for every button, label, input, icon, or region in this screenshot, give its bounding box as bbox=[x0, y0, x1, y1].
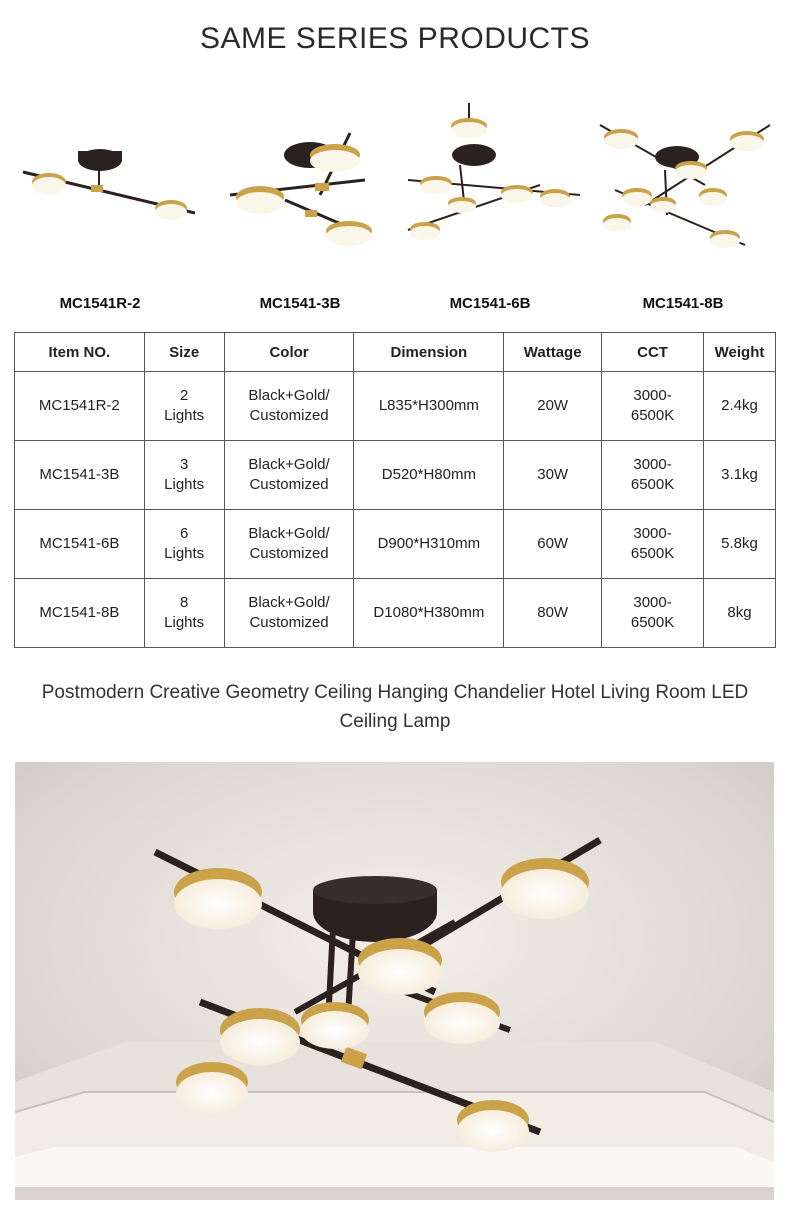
cell-dimension: D520*H80mm bbox=[354, 441, 504, 510]
cell-item-no: MC1541-8B bbox=[15, 579, 145, 648]
cell-dimension: D900*H310mm bbox=[354, 510, 504, 579]
product-image-mc1541-3b[interactable] bbox=[205, 95, 395, 275]
table-row bbox=[15, 441, 776, 510]
cell-dimension: D1080*H380mm bbox=[354, 579, 504, 648]
product-description: Postmodern Creative Geometry Ceiling Hanging Chandelier Hotel Living Room LED Ceiling Lamp bbox=[41, 682, 749, 732]
product-image-mc1541-8b[interactable] bbox=[595, 95, 785, 275]
product-image-mc1541r-2[interactable] bbox=[5, 95, 195, 275]
cell-weight: 8kg bbox=[704, 579, 776, 648]
cell-cct: 3000- 6500K bbox=[602, 441, 704, 510]
cell-size: 3 Lights bbox=[144, 441, 224, 510]
column-header-color: Color bbox=[224, 333, 354, 372]
cell-wattage: 60W bbox=[504, 510, 602, 579]
ceiling-lamp-6-lights-icon bbox=[400, 95, 590, 275]
table-row bbox=[15, 372, 776, 441]
cell-cct: 3000- 6500K bbox=[602, 579, 704, 648]
column-header-size: Size bbox=[144, 333, 224, 372]
table-row bbox=[15, 579, 776, 648]
cell-color: Black+Gold/ Customized bbox=[224, 372, 354, 441]
cell-cct: 3000- 6500K bbox=[602, 372, 704, 441]
cell-size: 8 Lights bbox=[144, 579, 224, 648]
specification-table bbox=[14, 332, 776, 648]
ceiling-lamp-8-lights-icon bbox=[595, 95, 785, 275]
cell-weight: 3.1kg bbox=[704, 441, 776, 510]
ceiling-lamp-2-lights-icon bbox=[5, 95, 195, 275]
cell-weight: 5.8kg bbox=[704, 510, 776, 579]
cell-size: 2 Lights bbox=[144, 372, 224, 441]
table-header-row bbox=[15, 333, 776, 372]
column-header-cct: CCT bbox=[602, 333, 704, 372]
cell-color: Black+Gold/ Customized bbox=[224, 510, 354, 579]
column-header-wattage: Wattage bbox=[504, 333, 602, 372]
cell-wattage: 30W bbox=[504, 441, 602, 510]
cell-weight: 2.4kg bbox=[704, 372, 776, 441]
cell-item-no: MC1541-3B bbox=[15, 441, 145, 510]
product-photo bbox=[15, 762, 774, 1200]
product-model-label: MC1541-8B bbox=[642, 295, 724, 312]
ceiling-lamp-3-lights-icon bbox=[205, 95, 395, 275]
page-title: SAME SERIES PRODUCTS bbox=[199, 22, 591, 55]
table-row bbox=[15, 510, 776, 579]
product-model-label: MC1541-6B bbox=[449, 295, 531, 312]
chandelier-photo-icon bbox=[15, 762, 774, 1200]
cell-color: Black+Gold/ Customized bbox=[224, 579, 354, 648]
cell-item-no: MC1541-6B bbox=[15, 510, 145, 579]
cell-wattage: 80W bbox=[504, 579, 602, 648]
cell-dimension: L835*H300mm bbox=[354, 372, 504, 441]
cell-size: 6 Lights bbox=[144, 510, 224, 579]
product-model-labels bbox=[0, 295, 790, 317]
cell-color: Black+Gold/ Customized bbox=[224, 441, 354, 510]
product-image-mc1541-6b[interactable] bbox=[400, 95, 590, 275]
product-model-label: MC1541-3B bbox=[259, 295, 341, 312]
column-header-item-no: Item NO. bbox=[15, 333, 145, 372]
product-gallery bbox=[0, 95, 790, 275]
product-model-label: MC1541R-2 bbox=[59, 295, 141, 312]
cell-cct: 3000- 6500K bbox=[602, 510, 704, 579]
column-header-weight: Weight bbox=[704, 333, 776, 372]
cell-wattage: 20W bbox=[504, 372, 602, 441]
column-header-dimension: Dimension bbox=[354, 333, 504, 372]
cell-item-no: MC1541R-2 bbox=[15, 372, 145, 441]
